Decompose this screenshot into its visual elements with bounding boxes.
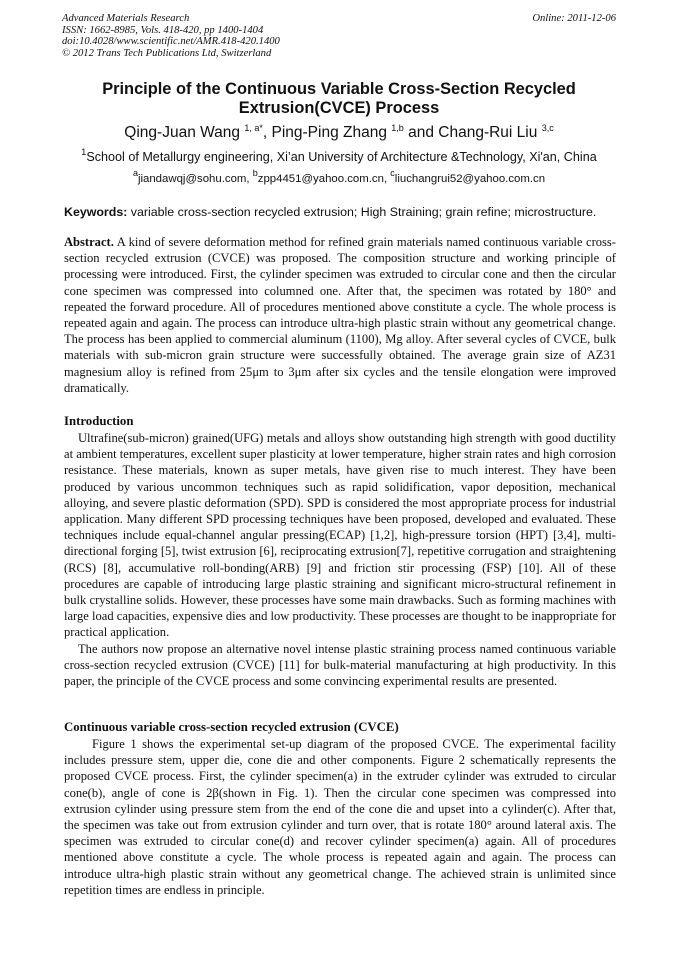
author-name: Qing-Juan Wang (124, 124, 241, 141)
journal-header (62, 13, 616, 59)
keywords-text: variable cross-section recycled extrusion; High Straining; grain refine; microstructure. (127, 205, 597, 219)
author-name: Ping-Ping Zhang (271, 124, 387, 141)
email-address[interactable]: liuchangrui52@yahoo.com.cn (394, 173, 546, 185)
keywords (64, 205, 616, 220)
introduction-body (64, 430, 616, 689)
paragraph: Figure 1 shows the experimental set-up diagram of the proposed CVCE. The experimental facility includes pressure stem, upper die, cone die and other components. Figure 2 schematically represents the proposed CVCE process. First, the cylinder specimen(a) in the extruder cylinder was extruded to circular cone(b), angle of cone is 2β(shown in Fig. 1). Then the circular cone specimen was compressed into extrusion cylinder using pressure stem from the end of the cone die and upset into a cylinder(c). After that, the specimen was take out from extrusion cylinder and turn over, that is rotate 180° around lateral axis. The specimen was extruded to circular cone(d) and recover cylinder specimen(a) again. All of procedures mentioned above constitute a cycle. The whole process is repeated again and again. The process can introduce ultra-high plastic strain without any geometrical change. The achieved strain is unlimited since repetition times are endless in principle. (64, 737, 616, 897)
email-mark: a (132, 168, 138, 178)
cvce-body (64, 736, 616, 898)
affiliation-mark: 1 (81, 147, 87, 157)
author-separator: and (403, 124, 439, 141)
online-date: Online: 2011-12-06 (532, 13, 616, 24)
doi-line: doi:10.4028/www.scientific.net/AMR.418-420.1400 (62, 36, 280, 47)
abstract-text: A kind of severe deformation method for refined grain materials named continuous variable cross-section recycled extrusion (CVCE) was proposed. The composition structure and working principle of processing were introduced. First, the cylinder specimen was extruded to circular cone and then the circular cone specimen was compressed into columned one. After that, the specimen was rotated by 180° and repeated the forward procedure. All of procedures mentioned above constitute a cycle. The whole process is repeated again and again. The process can introduce ultra-high plastic strain without any geometrical change. The process has been applied to commercial aluminum (1100), Mg alloy. After several cycles of CVCE, bulk materials with sub-micron grain structure were successfully obtained. The average grain size of AZ31 magnesium alloy is refined from 25μm to 3μm after six cycles and the tensile elongation were improved dramatically. (64, 235, 616, 395)
cvce-heading: Continuous variable cross-section recycled extrusion (CVCE) (64, 720, 399, 734)
author-affil-mark: 1, a* (244, 123, 263, 133)
paragraph: Ultrafine(sub-micron) grained(UFG) metals and alloys show outstanding high strength with good ductility at ambient temperatures, excellent super plasticity at lower temperature, higher strain rates and high corrosion resistance. These materials, known as super metals, have given rise to much interest. They have been produced by various uncommon techniques such as rapid solidification, vapor deposition, mechanical alloying, and severe plastic deformation (SPD). SPD is considered the most appropriate process for industrial application. Many different SPD processing techniques have been proposed, developed and evaluated. These techniques include equal-channel angular pressing(ECAP) [1,2], high-pressure torsion (HPT) [3,4], multi-directional forging [5], twist extrusion [6], reciprocating extrusion[7], repetitive corrugation and straightening (RCS) [8], accumulative roll-bonding(ARB) [9] and friction stir processing (FSP) [10]. All of these procedures are capable of introducing large plastic straining and significant micro-structural refinement in bulk crystalline solids. However, these processes have some main drawbacks. Such as forming machines with large load capacities, expensive dies and low productivity. These processes are thought to be inappropriate for practical application. (64, 431, 616, 640)
affiliation-text: School of Metallurgy engineering, Xi’an University of Architecture &Technology, Xi'an, China (86, 150, 597, 164)
email-address[interactable]: zpp4451@yahoo.com.cn (257, 173, 384, 185)
issn-line: ISSN: 1662-8985, Vols. 418-420, pp 1400-1404 (62, 24, 264, 36)
keywords-label: Keywords: (64, 205, 128, 219)
copyright-line: © 2012 Trans Tech Publications Ltd, Switzerland (62, 47, 272, 59)
author-name: Chang-Rui Liu (438, 124, 538, 141)
paper-title: Principle of the Continuous Variable Cross-Section Recycled Extrusion(CVCE) Process (102, 80, 576, 117)
affiliation (62, 147, 616, 165)
abstract (64, 234, 616, 396)
email-mark: b (252, 168, 258, 178)
author-affil-mark: 1,b (391, 123, 404, 133)
author-separator: , (262, 124, 272, 141)
email-address[interactable]: jiandawqj@sohu.com (137, 173, 247, 185)
email-mark: c (390, 168, 395, 178)
abstract-label: Abstract. (64, 235, 114, 249)
journal-name: Advanced Materials Research (62, 13, 190, 24)
introduction-heading: Introduction (64, 414, 134, 428)
author-list (62, 124, 616, 142)
author-emails: $^a$jiandawqj@sohu.com, $^b$zpp4451@yahoo.com.cn, $^c$liuchangrui52@yahoo.com.cn (132, 168, 546, 185)
paragraph: The authors now propose an alternative novel intense plastic straining process named continuous variable cross-section recycled extrusion (CVCE) [11] for bulk-material manufacturing at high productivity. In this paper, the principle of the CVCE process and some convincing experimental results are presented. (64, 641, 616, 689)
author-affil-mark: 3,c (541, 123, 554, 133)
